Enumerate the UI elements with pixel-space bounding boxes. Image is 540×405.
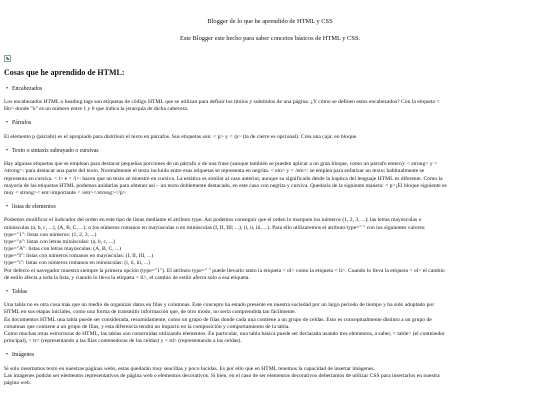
topic-item — [4, 204, 536, 282]
topic-item — [4, 289, 536, 345]
paragraph-line: minúsculas (a, b, c, ...), (A, B, C, ...); o los números romanos en mayúsculas o en minúsculas (I, II, III; ...), (i, ii, iii, ...). Para ello utilizaremos el atributo type=" " con los siguientes valores: — [4, 224, 426, 231]
paragraph-line: type="i": listas con números romanos en minúsculas: (i, ii, iii, ...) — [4, 260, 150, 267]
paragraph-line: Podemos modificar el indicador del orden en este tipo de listas mediante el atributo type. Así podemos conseguir que el orden lo marquen los números (1, 2, 3, ...); las letras mayúsculas o — [4, 217, 422, 224]
blog-description: Este Blogger este hecho para saber concetos básicos de HTML y CSS. — [179, 35, 361, 43]
paragraph-line: En documentos HTML una tabla puede ser considerada, resumidamente, como un grupo de filas donde cada una contiene a un grupo de celdas. Esto es conceptualmente distinto a un grupo de — [4, 316, 432, 323]
topic-item — [4, 120, 536, 141]
paragraph-line: El elemento p (párrafo) es el apropiado para distribuir el texto en párrafos. Sus etiquetas son: < p> y < /p> (la de cierre es opcional). Crea una caja: en bloque. — [4, 133, 358, 140]
topic-title: • listas de elementos — [4, 204, 536, 211]
blog-title: Blogger de lo que he aprendido de HTML y CSS — [207, 18, 333, 25]
paragraph-line: type="I": listas con números romanos en mayúsculas: (I, II, III, ...) — [4, 253, 154, 260]
topic-title: • Texto o sintaxis subrayado o cursivas — [4, 148, 536, 155]
topic-list — [4, 86, 536, 388]
topic-paragraph — [4, 217, 536, 281]
paragraph-line: representa en cursiva. < i> e < /i>: hacen que un texto se muestre en cursiva. La estática es similar al caso anterior, aunque su significado desde la haptica del lenguaje HTML es diferente. Como la — [4, 175, 443, 182]
topic-item — [4, 148, 536, 197]
paragraph-line: Las imágenes podrán ser elementos representativos de página web o elementos decorativos. Si bien, en el caso de ser elementos decorativos deberíamos de utilizar CSS para insertarlos en nuestra — [4, 372, 440, 379]
paragraph-line: type="a": listas con letras minúsculas: (a, b, c, ...) — [4, 238, 115, 245]
topic-paragraph — [4, 99, 536, 113]
broken-image-icon — [4, 55, 11, 62]
paragraph-line: principal), < tr> (representando a las filas contenedoras de las celdas) y < td> (representando a las celdas). — [4, 338, 242, 345]
paragraph-line: Si solo insertamos texto en nuestras páginas webs, estas quedarán muy sencillas y poco lucidas. Es por ello que en HTML tenemos la capacidad de insertar imágenes. — [4, 365, 375, 372]
paragraph-line: /strong>: para destacar una parte del texto. Normalmente el texto incluido entre esas etiquetas se representa en negrita. < em> y < /em>: se emplea para enfatizar un texto; habitualmente se — [4, 168, 425, 175]
topic-title: • Tablas — [4, 289, 536, 296]
paragraph-line: muy < strong>< em>importante < /em></strong></p> — [4, 189, 126, 196]
topic-paragraph — [4, 366, 536, 387]
paragraph-line: Una tabla no es otra cosa más que un medio de organizar datos en filas y columnas. Este concepto ha estado presente en nuestra sociedad por un largo periodo de tiempo y ha sido adoptado por — [4, 302, 435, 309]
paragraph-line: Por defecto el navegador muestra siempre la primera opción (type="1"). El atributo type=" " puede llevarlo tanto la etiqueta < ol> como la etiqueta < li>. Cuando lo lleva la etiqueta < ol> el cambio — [4, 267, 445, 274]
topic-item — [4, 352, 536, 387]
paragraph-line: página web. — [4, 379, 32, 386]
paragraph-line: Los encabezados HTML o heading tags son etiquetas de código HTML que se utilizan para definir los títulos y subtítulos de una página. ¿Y cómo se definen estos encabezados? Con la etiqueta < — [4, 99, 440, 106]
paragraph-line: de estilo afecta a toda la lista, y cuando lo lleva la etiqueta < li>, el cambio de estilo afecta solo a esa etiqueta. — [4, 274, 250, 281]
paragraph-line: type="1": listas con números: (1, 2, 3, ...) — [4, 231, 97, 238]
topic-paragraph — [4, 134, 536, 141]
paragraph-line: HTML en sus etapas iniciales, como una forma de transmitir información que, de otro modo, no sería comprendida tan fácilmente. — [4, 309, 296, 316]
paragraph-line: columnas que contiene a un grupo de filas, y esta diferencia tendrá un impacto en la composición y comportamiento de la tabla. — [4, 323, 290, 330]
paragraph-line: Hn> donde "n" es un número entre 1 y 6 que indica la jerarquía de dicha cabecera. — [4, 106, 189, 113]
paragraph-line: Como muchas otras estructuras de HTML, las tablas son construidas utilizando elementos. En particular, una tabla básica puede ser declarada usando tres elementos, a saber, < table> (el contenedor — [4, 330, 445, 337]
paragraph-line: Hay algunas etiquetas que se emplean para destacar pequeñas porciones de un párrafo o de una frase (aunque también se pueden aplicar a un gran bloque, como un párrafo entero): < strong> y < — [4, 161, 438, 168]
paragraph-line: mayoría de las etiquetas HTML podemos anidarlas para obtener así – un texto doblemente destacado, en este caso con negrita y cursiva. Quedaría de la siguiente manera: < p>¡El bloque siguiente es — [4, 182, 447, 189]
topic-title: • Párrafos — [4, 120, 536, 127]
topic-item — [4, 86, 536, 114]
topic-title: • Encabezados — [4, 86, 536, 93]
topic-paragraph — [4, 302, 536, 345]
paragraph-line: type="A": listas con letras mayúsculas: (A, B, C, ...) — [4, 246, 122, 253]
post-heading: Cosas que he aprendido de HTML: — [4, 68, 125, 78]
topic-title: • Imágenes — [4, 352, 536, 359]
topic-paragraph — [4, 161, 536, 197]
